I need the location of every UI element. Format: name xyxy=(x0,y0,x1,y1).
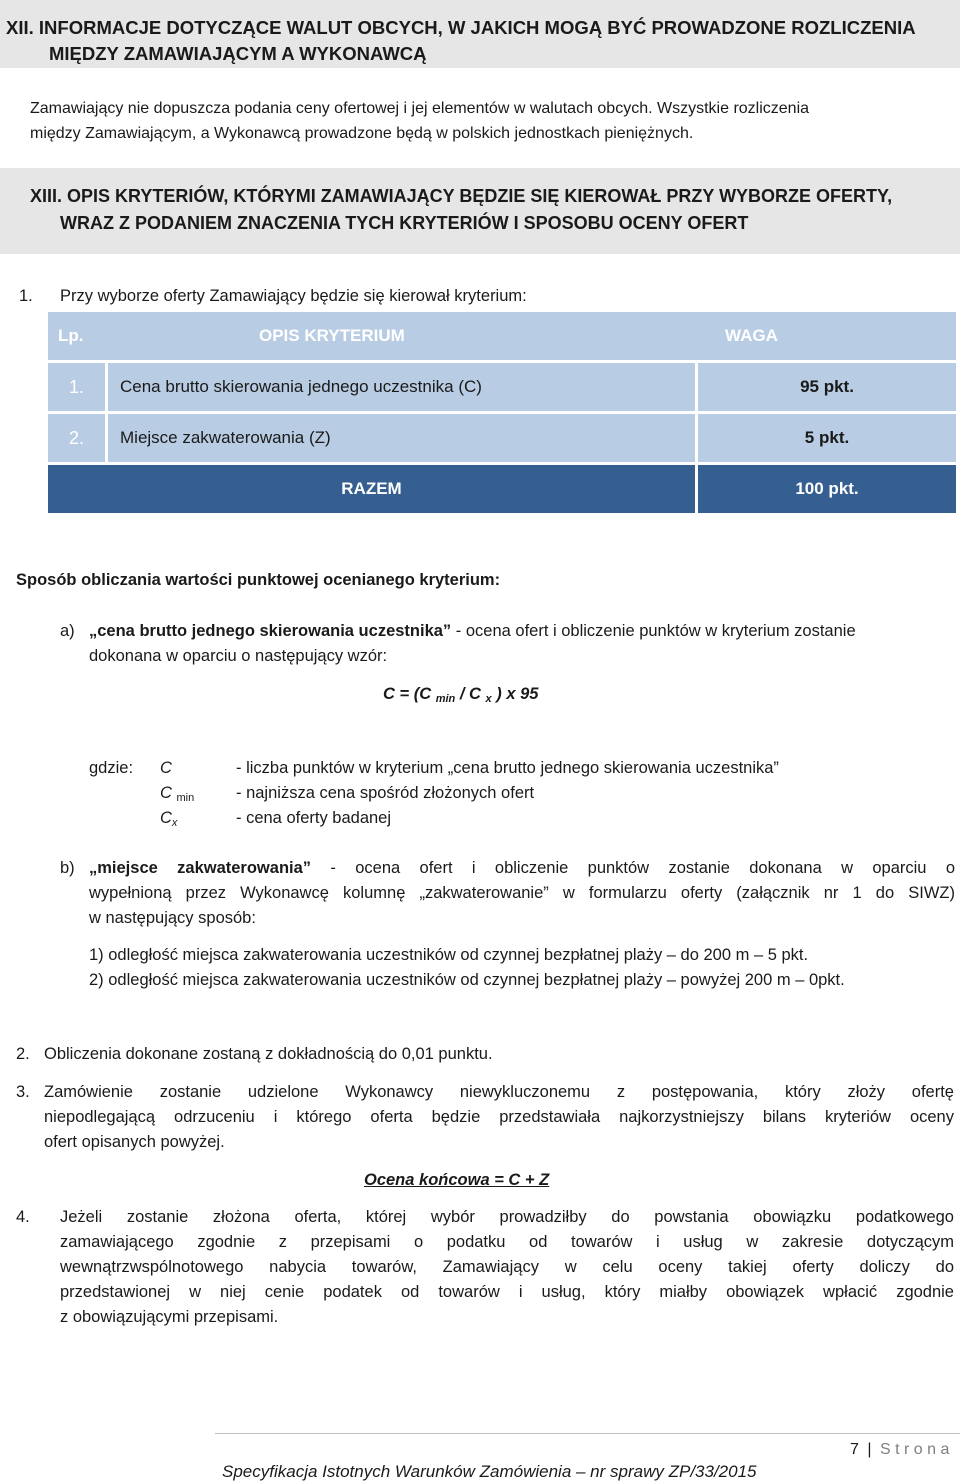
footer-divider xyxy=(215,1433,960,1434)
def-sub: x xyxy=(171,817,178,829)
section-xiii-title-line2: WRAZ Z PODANIEM ZNACZENIA TYCH KRYTERIÓW I SPOSOBU OCENY OFERT xyxy=(60,213,749,233)
method-b-bold: „miejsce zakwaterowania” xyxy=(89,859,312,877)
point-3-line1: Zamówienie zostanie udzielone Wykonawcy niewykluczonemu z postępowania, który złoży ofertę xyxy=(44,1083,954,1101)
formula-c xyxy=(383,682,538,712)
row-waga: 95 pkt. xyxy=(695,363,956,411)
header-opis: OPIS KRYTERIUM xyxy=(105,312,695,360)
def-desc: - najniższa cena spośród złożonych ofert xyxy=(236,784,535,802)
point-3-number: 3. xyxy=(16,1083,30,1101)
row-waga: 5 pkt. xyxy=(695,414,956,462)
method-title: Sposób obliczania wartości punktowej ocenianego kryterium: xyxy=(16,571,501,589)
criteria-table-header xyxy=(48,312,956,360)
method-a-rest: - ocena ofert i obliczenie punktów w kryterium zostanie xyxy=(451,622,856,640)
method-b-line1 xyxy=(89,856,955,881)
section-xii-body-line2: między Zamawiającym, a Wykonawcą prowadzone będą w polskich jednostkach pieniężnych. xyxy=(30,125,694,142)
page-num: 7 xyxy=(850,1441,859,1458)
method-a-line1 xyxy=(89,619,856,644)
point-1-text: Przy wyborze oferty Zamawiający będzie się kierował kryterium: xyxy=(60,287,527,305)
page-sep: | xyxy=(867,1441,872,1458)
footer-doc-title: Specyfikacja Istotnych Warunków Zamówienia – nr sprawy ZP/33/2015 xyxy=(222,1462,757,1481)
formula-sub: min xyxy=(435,693,456,705)
formula-part: / C xyxy=(455,685,486,703)
method-b-line3: w następujący sposób: xyxy=(89,909,256,927)
method-b-rest: - ocena ofert i obliczenie punktów zostanie dokonana w oparciu o xyxy=(311,859,955,877)
point-4-line4: przedstawionej w niej cenie podatek od towarów i usług, który miałby obowiązek wpłacić zgodnie xyxy=(60,1283,954,1301)
row-lp: 1. xyxy=(48,363,105,411)
point-2-number: 2. xyxy=(16,1045,30,1063)
row-opis: Miejsce zakwaterowania (Z) xyxy=(105,414,695,462)
section-xii-title-line1: XII. INFORMACJE DOTYCZĄCE WALUT OBCYCH, W JAKICH MOGĄ BYĆ PROWADZONE ROZLICZENIA xyxy=(6,17,916,38)
table-row xyxy=(48,414,956,462)
page-word: S t r o n a xyxy=(879,1441,950,1458)
point-4-line5: z obowiązującymi przepisami. xyxy=(60,1308,279,1326)
formula-sub: x xyxy=(485,693,492,705)
def-sym: C xyxy=(160,759,172,777)
point-4-line1: Jeżeli zostanie złożona oferta, której wybór prowadziłby do powstania obowiązku podatkowego xyxy=(60,1208,954,1226)
def-desc: - liczba punktów w kryterium „cena brutto jednego skierowania uczestnika” xyxy=(236,759,779,777)
page-number xyxy=(850,1437,949,1462)
method-b-item-1: 1) odległość miejsca zakwaterowania uczestników od czynnej bezpłatnej plaży – do 200 m – 5 pkt. xyxy=(89,946,809,964)
point-2-text: Obliczenia dokonane zostaną z dokładnością do 0,01 punktu. xyxy=(44,1045,493,1063)
point-1-number: 1. xyxy=(19,287,33,305)
section-xii-title-line2: MIĘDZY ZAMAWIAJĄCYM A WYKONAWCĄ xyxy=(49,43,427,64)
row-opis: Cena brutto skierowania jednego uczestnika (C) xyxy=(105,363,695,411)
header-waga: WAGA xyxy=(695,312,956,360)
table-total-row xyxy=(48,465,956,513)
method-b-line2: wypełnioną przez Wykonawcę kolumnę „zakwaterowanie” w formularzu oferty (załącznik nr 1 do SIWZ) xyxy=(89,884,955,902)
gdzie-label: gdzie: xyxy=(89,759,134,777)
criteria-table xyxy=(48,309,956,516)
formula-part: ) x 95 xyxy=(491,685,539,703)
def-desc: - cena oferty badanej xyxy=(236,809,392,827)
row-lp: 2. xyxy=(48,414,105,462)
table-row xyxy=(48,363,956,411)
def-sym: C xyxy=(160,784,177,802)
method-b-item-2: 2) odległość miejsca zakwaterowania uczestników od czynnej bezpłatnej plaży – powyżej 200 m – 0pkt. xyxy=(89,971,845,989)
method-a-bold: „cena brutto jednego skierowania uczestnika” xyxy=(89,622,452,640)
section-xiii-title-line1: XIII. OPIS KRYTERIÓW, KTÓRYMI ZAMAWIAJĄCY BĘDZIE SIĘ KIEROWAŁ PRZY WYBORZE OFERTY, xyxy=(30,186,893,206)
def-symbol xyxy=(160,806,177,836)
point-3-line3: ofert opisanych powyżej. xyxy=(44,1133,225,1151)
final-formula: Ocena końcowa = C + Z xyxy=(364,1171,550,1189)
formula-part: C = (C xyxy=(383,685,436,703)
point-3-line2: niepodlegającą odrzuceniu i którego oferta będzie przedstawiała najkorzystniejszy bilans kryteriów oceny xyxy=(44,1108,954,1126)
def-sub: min xyxy=(176,792,195,804)
method-a-line2: dokonana w oparciu o następujący wzór: xyxy=(89,647,388,665)
method-a-label: a) xyxy=(60,622,75,640)
point-4-line3: wewnątrzwspólnotowego nabycia towarów, Zamawiający w celu oceny takiej oferty doliczy do xyxy=(60,1258,954,1276)
method-b-label: b) xyxy=(60,859,75,877)
total-waga: 100 pkt. xyxy=(695,465,956,513)
point-4-number: 4. xyxy=(16,1208,30,1226)
point-4-line2: zamawiającego zgodnie z przepisami o podatku od towarów i usług w zakresie dotyczącym xyxy=(60,1233,954,1251)
header-lp: Lp. xyxy=(48,312,105,360)
def-sym: C xyxy=(160,809,172,827)
total-label: RAZEM xyxy=(48,465,695,513)
section-xii-body-line1: Zamawiający nie dopuszcza podania ceny ofertowej i jej elementów w walutach obcych. Wszystkie rozliczenia xyxy=(30,100,810,117)
